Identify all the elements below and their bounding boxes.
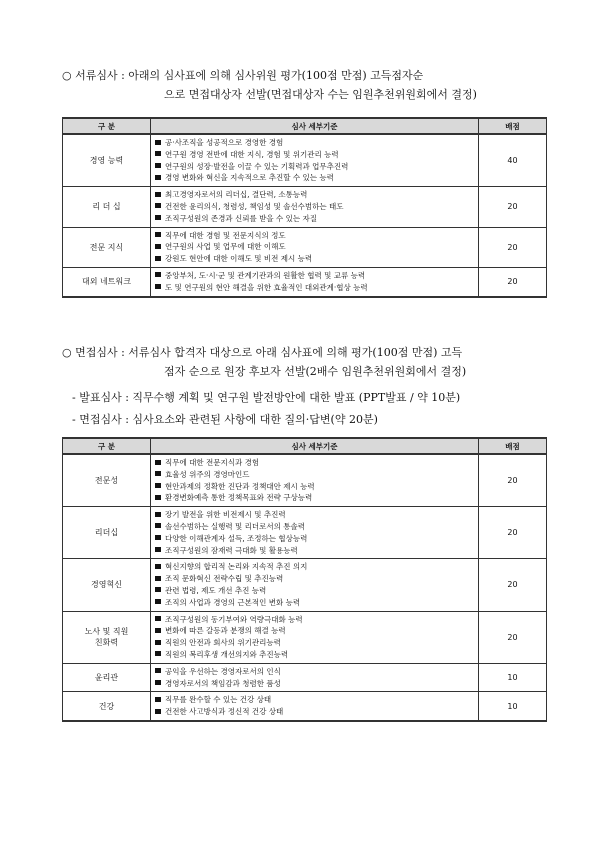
category-cell (63, 611, 151, 663)
document-review-line2: 으로 면접대상자 선발(면접대상자 수는 임원추천위원회에서 결정) (164, 88, 477, 101)
criteria-item (155, 521, 474, 533)
square-bullet-icon (155, 564, 161, 569)
header-score: 배점 (479, 438, 547, 454)
criteria-item (155, 241, 474, 253)
criteria-text: 혁신지향의 합리적 논리와 지속적 추진 의지 (165, 562, 308, 572)
criteria-text: 직원의 복리후생 개선의지와 추진능력 (165, 649, 289, 659)
criteria-item (155, 573, 474, 585)
criteria-text: 다양한 이해관계자 설득, 조정하는 협상능력 (165, 533, 308, 543)
header-criteria: 심사 세부기준 (151, 118, 479, 134)
header-criteria: 심사 세부기준 (151, 438, 479, 454)
criteria-text: 변화에 따른 갈등과 분쟁의 해결 능력 (165, 626, 286, 636)
criteria-item (155, 561, 474, 573)
score-cell: 10 (479, 692, 547, 721)
criteria-item (155, 509, 474, 521)
square-bullet-icon (155, 628, 161, 633)
criteria-cell (151, 692, 479, 721)
criteria-text: 공익을 우선하는 경영자로서의 인식 (165, 666, 281, 676)
criteria-item (155, 230, 474, 242)
criteria-item (155, 481, 474, 493)
criteria-text: 조직의 사업과 경영의 근본적인 변화 능력 (165, 597, 301, 607)
category-label: 친화력 (94, 638, 119, 648)
square-bullet-icon (155, 523, 161, 528)
criteria-text: 조직 문화혁신 전략수립 및 추진능력 (165, 574, 284, 584)
criteria-item (155, 637, 474, 649)
criteria-text: 현안과제의 정확한 진단과 정책대안 제시 능력 (165, 481, 315, 491)
document-review-section (62, 66, 547, 104)
category-cell (63, 187, 151, 227)
category-label: 건강 (98, 701, 115, 711)
interview-section (62, 343, 547, 381)
table-header-row (63, 118, 547, 134)
criteria-cell (151, 559, 479, 611)
square-bullet-icon (155, 232, 161, 237)
criteria-item (155, 706, 474, 718)
criteria-text: 직원의 안전과 회사의 위기관리능력 (165, 638, 281, 648)
criteria-text: 경영 변화와 혁신을 지속적으로 추진할 수 있는 능력 (165, 173, 334, 183)
criteria-cell (151, 267, 479, 296)
square-bullet-icon (155, 599, 161, 604)
square-bullet-icon (155, 140, 161, 145)
category-cell (63, 559, 151, 611)
criteria-text: 조직구성원의 잠재력 극대화 및 활용능력 (165, 545, 298, 555)
table-row (63, 454, 547, 507)
criteria-text: 조직구성원의 존경과 신뢰를 받을 수 있는 자질 (165, 213, 317, 223)
category-cell (63, 134, 151, 187)
category-cell (63, 454, 151, 507)
criteria-cell (151, 611, 479, 663)
criteria-item (155, 614, 474, 626)
interview-review-line: - 면접심사 : 심사요소와 관련된 사항에 대한 질의·답변(약 20분) (72, 413, 378, 426)
criteria-text: 중앙부처, 도·시·군 및 관계기관과의 원활한 협력 및 교류 능력 (165, 270, 366, 280)
table-row (63, 692, 547, 721)
criteria-cell (151, 454, 479, 507)
square-bullet-icon (155, 460, 161, 465)
table-row (63, 187, 547, 227)
square-bullet-icon (155, 651, 161, 656)
table-header-row (63, 438, 547, 454)
criteria-item (155, 161, 474, 173)
criteria-item (155, 625, 474, 637)
criteria-text: 연구원의 성장·발전을 이끌 수 있는 기획력과 업무추진력 (165, 161, 349, 171)
category-cell (63, 507, 151, 559)
score-cell: 20 (479, 454, 547, 507)
table-row (63, 611, 547, 663)
criteria-item (155, 149, 474, 161)
header-score: 배점 (479, 118, 547, 134)
criteria-item (155, 253, 474, 265)
square-bullet-icon (155, 587, 161, 592)
criteria-item (155, 213, 474, 225)
square-bullet-icon (155, 175, 161, 180)
criteria-text: 건전한 사고방식과 정신적 건강 상태 (165, 707, 284, 717)
criteria-cell (151, 507, 479, 559)
square-bullet-icon (155, 256, 161, 261)
interview-table (62, 437, 547, 722)
criteria-item (155, 469, 474, 481)
square-bullet-icon (155, 244, 161, 249)
category-label: 경영 능력 (89, 156, 124, 166)
document-review-line1: ○ 서류심사 : 아래의 심사표에 의해 심사위원 평가(100점 만점) 고득점자순 (62, 69, 424, 82)
criteria-text: 관련 법령, 제도 개선 추진 능력 (165, 585, 267, 595)
criteria-item (155, 201, 474, 213)
score-cell: 20 (479, 559, 547, 611)
table-row (63, 267, 547, 296)
table-row (63, 559, 547, 611)
square-bullet-icon (155, 483, 161, 488)
score-cell: 20 (479, 267, 547, 296)
criteria-item (155, 282, 474, 294)
criteria-cell (151, 227, 479, 267)
square-bullet-icon (155, 616, 161, 621)
square-bullet-icon (155, 192, 161, 197)
criteria-text: 효율성 위주의 경영마인드 (165, 469, 250, 479)
score-cell: 20 (479, 187, 547, 227)
square-bullet-icon (155, 535, 161, 540)
table-row (63, 663, 547, 692)
score-cell: 20 (479, 507, 547, 559)
score-cell: 20 (479, 611, 547, 663)
category-cell (63, 663, 151, 692)
square-bullet-icon (155, 640, 161, 645)
category-cell (63, 267, 151, 296)
category-label: 리 더 십 (92, 202, 121, 212)
table-row (63, 227, 547, 267)
criteria-text: 연구원의 사업 및 업무에 대한 이해도 (165, 242, 286, 252)
category-label: 노사 및 직원 (84, 627, 129, 637)
criteria-text: 연구원 경영 전반에 대한 지식, 경험 및 위기관리 능력 (165, 149, 339, 159)
category-cell (63, 227, 151, 267)
criteria-text: 최고경영자로서의 리더십, 결단력, 소통능력 (165, 190, 308, 200)
square-bullet-icon (155, 547, 161, 552)
category-label: 전문 지식 (89, 242, 124, 252)
criteria-cell (151, 187, 479, 227)
category-cell (63, 692, 151, 721)
presentation-review-line: - 발표심사 : 직무수행 계획 및 연구원 발전방안에 대한 발표 (PPT발표 / 약 10분) (72, 391, 461, 404)
criteria-text: 직무에 대한 경험 및 전문지식의 정도 (165, 230, 286, 240)
criteria-item (155, 270, 474, 282)
score-cell: 40 (479, 134, 547, 187)
category-label: 리더십 (94, 528, 119, 538)
criteria-text: 경영자로서의 책임감과 청렴한 품성 (165, 678, 281, 688)
square-bullet-icon (155, 284, 161, 289)
criteria-text: 솔선수범하는 실행력 및 리더로서의 통솔력 (165, 521, 305, 531)
criteria-item (155, 492, 474, 504)
square-bullet-icon (155, 471, 161, 476)
table-row (63, 134, 547, 187)
criteria-text: 건전한 윤리의식, 청렴성, 책임성 및 솔선수범하는 태도 (165, 201, 344, 211)
square-bullet-icon (155, 697, 161, 702)
category-label: 윤리관 (94, 673, 119, 683)
criteria-cell (151, 663, 479, 692)
square-bullet-icon (155, 151, 161, 156)
criteria-item (155, 457, 474, 469)
criteria-text: 환경변화예측 통한 정책목표와 전략 구상능력 (165, 493, 313, 503)
criteria-text: 조직구성원의 동기부여와 역량극대화 능력 (165, 614, 303, 624)
square-bullet-icon (155, 215, 161, 220)
criteria-item (155, 694, 474, 706)
header-category: 구 분 (63, 438, 151, 454)
criteria-item (155, 533, 474, 545)
square-bullet-icon (155, 576, 161, 581)
square-bullet-icon (155, 680, 161, 685)
criteria-text: 강원도 현안에 대한 이해도 및 비전 제시 능력 (165, 254, 313, 264)
criteria-cell (151, 134, 479, 187)
interview-line1: ○ 면접심사 : 서류심사 합격자 대상으로 아래 심사표에 의해 평가(100점 만점) 고득 (62, 346, 463, 359)
criteria-item (155, 545, 474, 557)
square-bullet-icon (155, 512, 161, 517)
criteria-item (155, 678, 474, 690)
criteria-item (155, 597, 474, 609)
square-bullet-icon (155, 203, 161, 208)
criteria-text: 직무를 완수할 수 있는 건강 상태 (165, 695, 272, 705)
criteria-text: 도 및 연구원의 현안 해결을 위한 효율적인 대외관계·협상 능력 (165, 282, 368, 292)
criteria-item (155, 172, 474, 184)
criteria-item (155, 666, 474, 678)
criteria-text: 장기 발전을 위한 비전제시 및 추진력 (165, 510, 286, 520)
square-bullet-icon (155, 495, 161, 500)
square-bullet-icon (155, 272, 161, 277)
score-cell: 10 (479, 663, 547, 692)
criteria-item (155, 585, 474, 597)
criteria-text: 직무에 대한 전문지식과 경험 (165, 458, 260, 467)
interview-line2: 점자 순으로 원장 후보자 선발(2배수 임원추천위원회에서 결정) (164, 365, 467, 378)
table-row (63, 507, 547, 559)
criteria-item (155, 137, 474, 149)
category-label: 경영혁신 (91, 580, 122, 590)
square-bullet-icon (155, 668, 161, 673)
square-bullet-icon (155, 709, 161, 714)
criteria-item (155, 189, 474, 201)
category-label: 대외 네트워크 (82, 277, 131, 287)
document-review-table (62, 117, 547, 298)
score-cell: 20 (479, 227, 547, 267)
criteria-item (155, 649, 474, 661)
header-category: 구 분 (63, 118, 151, 134)
square-bullet-icon (155, 163, 161, 168)
criteria-text: 공·사조직을 성공적으로 경영한 경험 (165, 138, 284, 147)
category-label: 전문성 (94, 476, 119, 486)
